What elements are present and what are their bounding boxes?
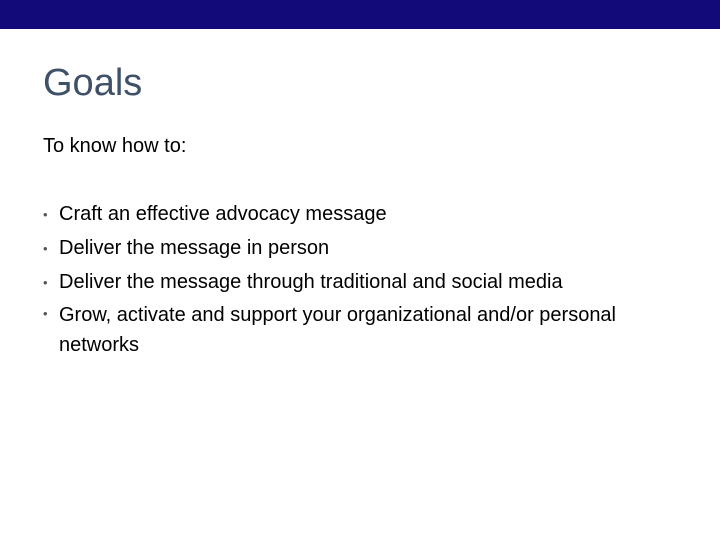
bullet-text: Craft an effective advocacy message (59, 203, 387, 225)
bullet-item (43, 201, 693, 227)
bullet-icon: • (43, 241, 48, 256)
bullet-item (43, 235, 693, 261)
bullet-icon: • (43, 207, 48, 222)
bullet-item (43, 300, 693, 360)
intro-text: To know how to: (43, 135, 187, 157)
header-bar (0, 0, 720, 29)
bullet-text: Deliver the message through traditional and social media (59, 271, 563, 293)
bullet-list (43, 201, 693, 368)
bullet-icon: • (43, 275, 48, 290)
bullet-text: Deliver the message in person (59, 237, 330, 259)
bullet-icon: • (43, 306, 48, 321)
bullet-text: Grow, activate and support your organizational and/or personal networks (59, 304, 617, 356)
bullet-item (43, 269, 693, 295)
slide-title: Goals (43, 62, 143, 104)
